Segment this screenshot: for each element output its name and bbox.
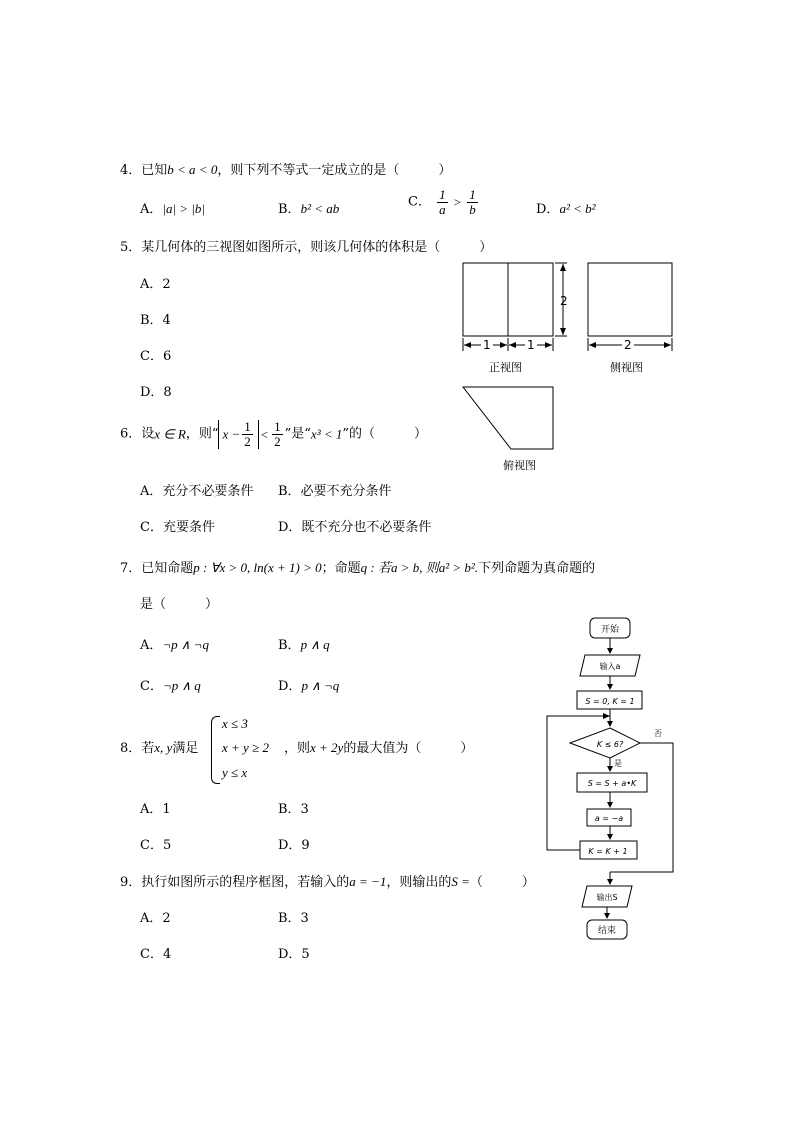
svg-text:S = 0, K = 1: S = 0, K = 1 [585, 697, 635, 706]
svg-text:开始: 开始 [600, 625, 620, 635]
flow-yes-label: 是 [614, 759, 622, 768]
q4-option-d[interactable]: D．a² < b² [536, 201, 596, 217]
svg-text:a = −a: a = −a [594, 814, 624, 823]
q8-option-c[interactable]: C．5 [140, 838, 172, 853]
q5-option-c[interactable]: C．6 [140, 349, 172, 364]
q8-option-a[interactable]: A．1 [140, 802, 171, 817]
q7-option-d[interactable]: D．p ∧ ¬q [278, 678, 340, 694]
q6-option-b[interactable]: B．必要不充分条件 [278, 484, 392, 499]
q7-option-c[interactable]: C．¬p ∧ q [140, 678, 201, 694]
q5-option-a[interactable]: A．2 [140, 277, 171, 292]
q8-constraint-2: x + y ≥ 2 [222, 740, 269, 755]
dim-front-1-label: 1 [483, 338, 491, 352]
dim-height-label: 2 [560, 294, 568, 308]
dim-side-label: 2 [624, 338, 632, 352]
side-view-rect [588, 263, 672, 336]
q4-option-a[interactable]: A．|a| > |b| [140, 201, 205, 217]
three-views-figure [455, 255, 685, 480]
q8-option-b[interactable]: B．3 [278, 802, 309, 817]
q6-option-c[interactable]: C．充要条件 [140, 520, 215, 535]
program-flowchart [540, 610, 690, 945]
svg-text:输入a: 输入a [599, 662, 621, 671]
side-view-label: 侧视图 [610, 361, 643, 374]
q7-option-b[interactable]: B．p ∧ q [278, 637, 330, 653]
q9-option-b[interactable]: B．3 [278, 911, 309, 926]
svg-text:S = S + a•K: S = S + a•K [587, 779, 637, 788]
q4-option-b[interactable]: B．b² < ab [278, 201, 340, 217]
svg-text:结束: 结束 [597, 926, 617, 936]
svg-text:K ≤ 6?: K ≤ 6? [596, 740, 624, 749]
q4-option-c[interactable]: C． $\frac{1}{a}$ > $\frac{1}{b}$ [408, 187, 476, 217]
q6-stem: 6．设x ∈ R，则“ x − $\frac{1}{2}$ < $\frac{1}{2}$ ”是“x³ < 1”的（ ） [120, 419, 428, 449]
top-view-label: 俯视图 [503, 459, 536, 472]
q9-option-d[interactable]: D．5 [278, 947, 310, 962]
q8-constraint-3: y ≤ x [222, 765, 248, 780]
q5-option-d[interactable]: D．8 [140, 385, 172, 400]
q9-option-a[interactable]: A．2 [140, 911, 171, 926]
top-view-shape [463, 387, 553, 449]
q7-option-a[interactable]: A．¬p ∧ ¬q [140, 637, 209, 653]
front-view-label: 正视图 [489, 361, 522, 374]
q6-option-d[interactable]: D．既不充分也不必要条件 [278, 520, 432, 535]
q8-option-d[interactable]: D．9 [278, 838, 310, 853]
q8-constraint-brace [211, 716, 220, 784]
q7-stem-cont: 是（ ） [140, 597, 219, 612]
q9-option-c[interactable]: C．4 [140, 947, 172, 962]
svg-text:输出S: 输出S [596, 893, 618, 902]
q8-constraint-1: x ≤ 3 [222, 716, 248, 731]
q8-stem-a: 8．若x, y满足 [120, 740, 199, 756]
q7-stem: 7．已知命题p : ∀x > 0, ln(x + 1) > 0；命题q : 若a > b, 则a² > b².下列命题为真命题的 [120, 560, 596, 576]
q5-option-b[interactable]: B．4 [140, 313, 171, 328]
dim-front-2-label: 1 [527, 338, 535, 352]
q4-stem: 4．已知b < a < 0，则下列不等式一定成立的是（ ） [120, 162, 452, 178]
q8-stem-b: ，则x + 2y的最大值为（ ） [284, 740, 474, 756]
q6-option-a[interactable]: A．充分不必要条件 [140, 484, 254, 499]
q5-stem: 5．某几何体的三视图如图所示，则该几何体的体积是（ ） [120, 240, 493, 255]
svg-text:K = K + 1: K = K + 1 [588, 847, 628, 856]
flow-no-label: 否 [654, 729, 662, 738]
q9-stem: 9．执行如图所示的程序框图，若输入的a = −1，则输出的S =（ ） [120, 874, 535, 890]
